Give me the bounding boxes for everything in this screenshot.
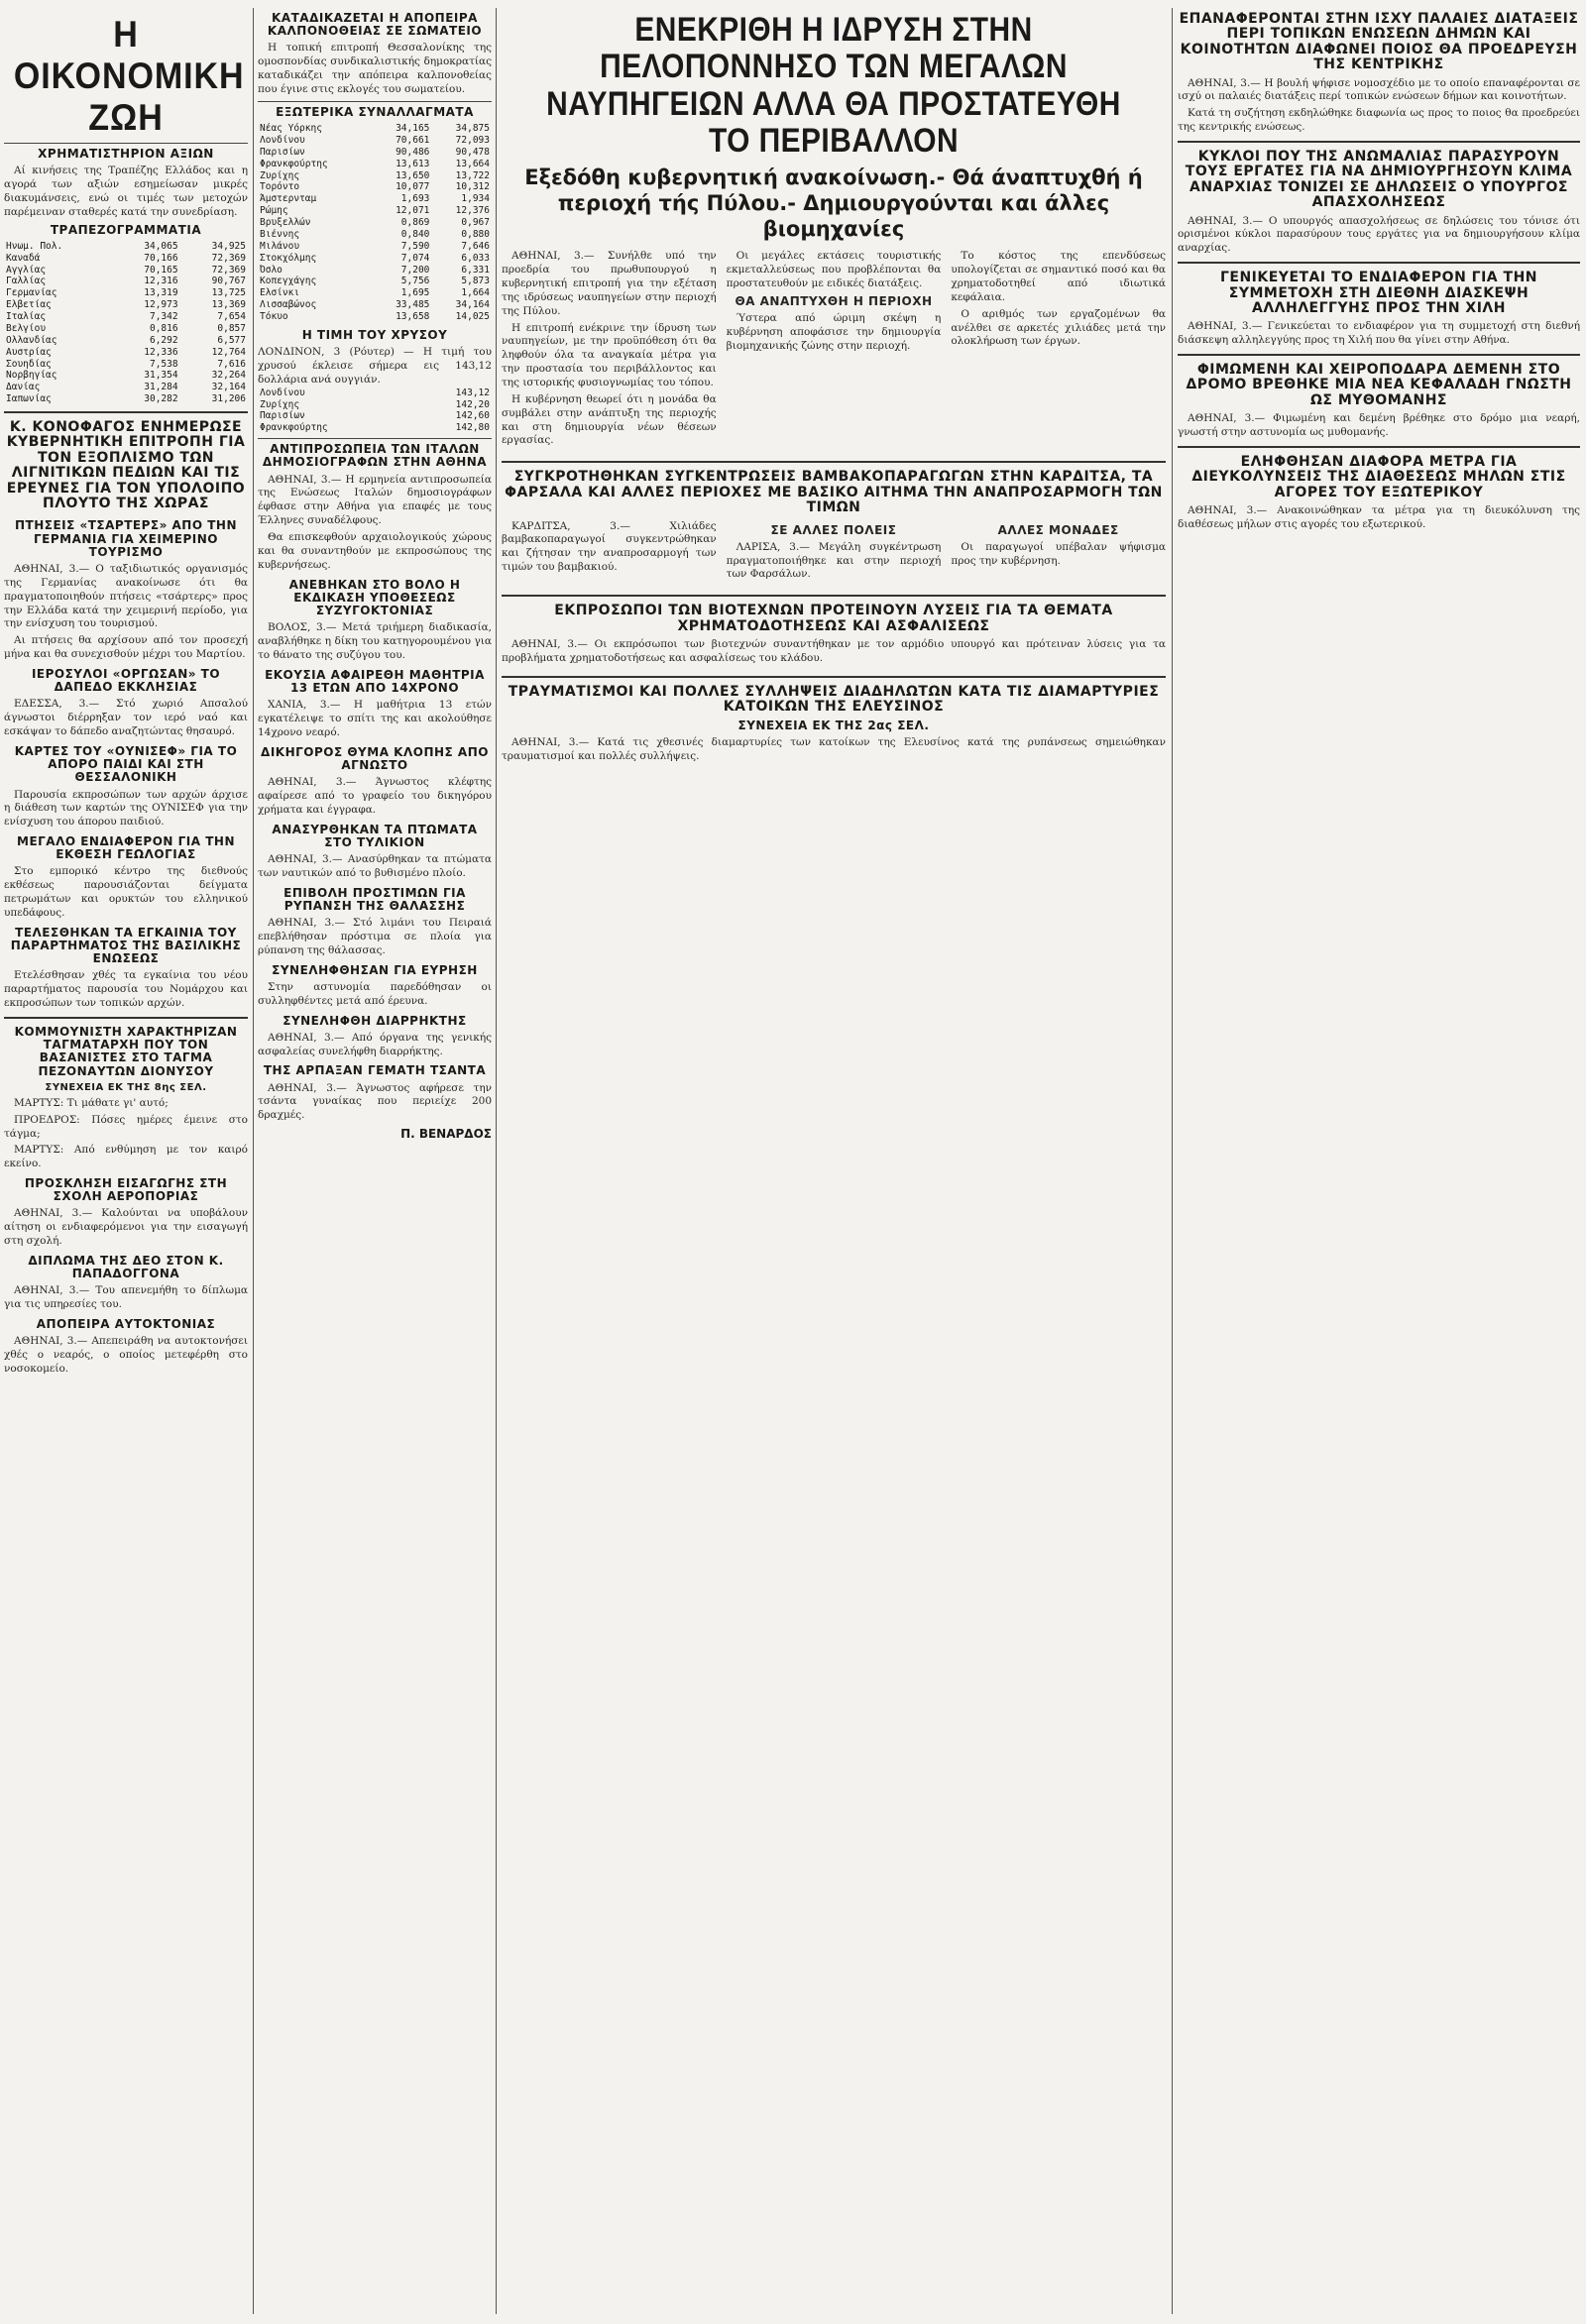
- gold-heading: Η ΤΙΜΗ ΤΟΥ ΧΡΥΣΟΥ: [301, 327, 448, 342]
- rate-value: 12,316: [144, 276, 178, 287]
- chile-article: [1178, 262, 1580, 348]
- bag-headline: ΤΗΣ ΑΡΠΑΞΑΝ ΓΕΜΑΤΗ ΤΣΑΝΤΑ: [263, 1063, 487, 1078]
- rate-value: 0,816: [149, 322, 178, 334]
- rate-value: 34,925: [211, 240, 246, 252]
- cotton-article: [502, 461, 1166, 585]
- anarchy-text: ΑΘΗΝΑΙ, 3.— Ο υπουργός απασχολήσεως σε δηλώσεις του τόνισε ότι ορισμένοι κύκλοι παρασύρουν τους εργάτες για να δημιουργήσουν κλίμα αναρχίας.: [1178, 214, 1580, 255]
- burglar-headline: ΣΥΝΕΛΗΦΘΗ ΔΙΑΡΡΗΚΤΗΣ: [283, 1013, 467, 1028]
- kalloni-text: Η τοπική επιτροπή Θεσσαλονίκης της ομοσπονδίας συνδικαλιστικής δημοκρατίας καταδικάζει την απόπειρα καλπονοθείας που έγινε στις εκλογές του σωματείου.: [258, 42, 492, 95]
- rate-row: [4, 347, 248, 359]
- rate-value: 1,934: [461, 193, 490, 205]
- rate-label: Γαλλίας: [6, 276, 47, 287]
- rate-value: 7,654: [217, 311, 246, 323]
- rate-label: Αυστρίας: [6, 346, 52, 358]
- kidnap-text: ΧΑΝΙΑ, 3.— Η μαθήτρια 13 ετών εγκατέλειψε το σπίτι της και ακολούθησε 14χρονο νεαρό.: [258, 699, 492, 738]
- rate-value: 143,12: [455, 387, 490, 398]
- apples-text: ΑΘΗΝΑΙ, 3.— Ανακοινώθηκαν τα μέτρα για τη διευκόλυνση της διαθέσεως μήλων στις αγορές του εξωτερικού.: [1178, 504, 1580, 530]
- unicef-text: Παρουσία εκπροσώπων των αρχών άρχισε η διάθεση των καρτών της ΟΥΝΙΣΕΦ για την ενίσχυση του άπορου παιδιού.: [4, 788, 248, 829]
- rate-row: [258, 159, 492, 170]
- rate-row: [4, 287, 248, 299]
- apples-article: [1178, 446, 1580, 532]
- rate-row: [4, 393, 248, 405]
- market-text: Αί κινήσεις της Τραπέζης Ελλάδος και η αγορά των αξιών εσημείωσαν μικρές διακυμάνσεις, ενώ οι τιμές των μετοχών παρέμειναν σταθερές κατά την συνεδρίαση.: [4, 165, 248, 218]
- diploma-headline: ΔΙΠΛΩΜΑ ΤΗΣ ΔΕΟ ΣΤΟΝ Κ. ΠΑΠΑΔΟΓΓΟΝΑ: [28, 1254, 224, 1281]
- suicide-text: ΑΘΗΝΑΙ, 3.— Απεπειράθη να αυτοκτονήσει χθές ο νεαρός, ο οποίος μετεφέρθη στο νοσοκομείο.: [4, 1335, 248, 1376]
- rate-label: Όσλο: [260, 264, 283, 276]
- elefsina-text: ΑΘΗΝΑΙ, 3.— Κατά τις χθεσινές διαμαρτυρίες των κατοίκων της Ελευσίνος κατά της ρυπάνσεως σημειώθηκαν τραυματισμοί και πολλές συλλήψεις.: [502, 735, 1166, 762]
- rate-value: 0,880: [461, 228, 490, 240]
- gagged-article: [1178, 354, 1580, 440]
- rate-row: [258, 193, 492, 205]
- rate-row: [4, 253, 248, 265]
- rate-row: [258, 276, 492, 287]
- inauguration-text: Ετελέσθησαν χθές τα εγκαίνια του νέου παραρτήματος παρουσία του Νομάρχου και εκπροσώπων των τοπικών αρχών.: [4, 969, 248, 1010]
- column-rule: [253, 8, 254, 2314]
- rate-row: [258, 399, 492, 411]
- rate-value: 142,60: [455, 410, 490, 422]
- rate-value: 12,336: [144, 346, 178, 358]
- industry-article: [502, 595, 1166, 666]
- rate-row: [4, 370, 248, 382]
- rate-value: 6,331: [461, 264, 490, 276]
- rate-value: 13,658: [396, 311, 430, 322]
- rate-label: Καναδά: [6, 252, 41, 264]
- rate-value: 7,538: [149, 358, 178, 370]
- rate-label: Μιλάνου: [260, 240, 300, 252]
- rate-value: 34,875: [455, 123, 490, 134]
- cotton-text-2: ΣΕ ΑΛΛΕΣ ΠΟΛΕΙΣ ΛΑΡΙΣΑ, 3.— Μεγάλη συγκέντρωση πραγματοποιήθηκε και στην περιοχή των Φαρσάλων.: [726, 522, 942, 581]
- rate-value: 31,354: [144, 370, 178, 382]
- rate-value: 14,025: [455, 311, 490, 322]
- rate-label: Σουηδίας: [6, 358, 52, 370]
- rate-label: Λονδίνου: [260, 387, 305, 398]
- rate-value: 12,376: [455, 205, 490, 217]
- geology-headline: ΜΕΓΑΛΟ ΕΝΔΙΑΦΕΡΟΝ ΓΙΑ ΤΗΝ ΕΚΘΕΣΗ ΓΕΩΛΟΓΙΑΣ: [17, 834, 235, 862]
- rate-value: 12,973: [144, 299, 178, 311]
- bank-notes-heading: ΤΡΑΠΕΖΟΓΡΑΜΜΑΤΙΑ: [50, 222, 202, 237]
- rate-value: 7,200: [400, 264, 430, 276]
- rate-value: 90,767: [211, 276, 246, 287]
- rate-value: 6,577: [217, 334, 246, 346]
- rate-label: Βρυξελλών: [260, 217, 311, 228]
- arrested-headline: ΣΥΝΕΛΗΦΘΗΣΑΝ ΓΙΑ ΕΥΡΗΣΗ: [272, 962, 478, 977]
- torture-article: [4, 1017, 248, 1093]
- kidnap-headline: ΕΚΟΥΣΙΑ ΑΦΑΙΡΕΘΗ ΜΑΘΗΤΡΙΑ 13 ΕΤΩΝ ΑΠΟ 14ΧΡΟΝΟ: [265, 667, 485, 695]
- market-heading: ΧΡΗΜΑΤΙΣΤΗΡΙΟΝ ΑΞΙΩΝ: [38, 147, 214, 161]
- theft-headline: ΔΙΚΗΓΟΡΟΣ ΘΥΜΑ ΚΛΟΠΗΣ ΑΠΟ ΑΓΝΩΣΤΟ: [261, 744, 489, 772]
- rate-row: [258, 422, 492, 434]
- rate-value: 5,756: [400, 276, 430, 287]
- rate-label: Ιταλίας: [6, 311, 47, 323]
- rate-row: [258, 181, 492, 193]
- rate-value: 0,857: [217, 322, 246, 334]
- rate-label: Ζυρίχης: [260, 169, 300, 181]
- economy-banner: Η ΟΙΚΟΝΟΜΙΚΗ ΖΩΗ: [13, 14, 245, 138]
- news-column-2: [258, 8, 492, 2314]
- rate-row: [258, 241, 492, 253]
- bank-notes-table: [4, 241, 248, 405]
- rate-row: [4, 323, 248, 335]
- rate-value: 70,166: [144, 252, 178, 264]
- main-text-3: Το κόστος της επενδύσεως υπολογίζεται σε σημαντικό ποσό και θα χρηματοδοτηθεί από ιδιωτικά κεφάλαια. Ο αριθμός των εργαζομένων θα ανέλθει σε αρκετές χιλιάδες μετά την ολοκλήρωση των έργων.: [951, 250, 1166, 348]
- theft-text: ΑΘΗΝΑΙ, 3.— Άγνωστος κλέφτης αφαίρεσε από το γραφείο του δικηγόρου χρήματα και έγγραφα.: [258, 776, 492, 816]
- main-headline: ΕΝΕΚΡΙΘΗ Η ΙΔΡΥΣΗ ΣΤΗΝ ΠΕΛΟΠΟΝΝΗΣΟ ΤΩΝ ΜΕΓΑΛΩΝ ΝΑΥΠΗΓΕΙΩΝ ΑΛΛΑ ΘΑ ΠΡΟΣΤΑΤΕΥΘΗ ΤΟ ΠΕΡΙΒΑΛΛΟΝ: [546, 11, 1121, 161]
- aviation-headline: ΠΡΟΣΚΛΗΣΗ ΕΙΣΑΓΩΓΗΣ ΣΤΗ ΣΧΟΛΗ ΑΕΡΟΠΟΡΙΑΣ: [24, 1176, 228, 1204]
- other-areas-heading: ΣΕ ΑΛΛΕΣ ΠΟΛΕΙΣ: [770, 522, 897, 537]
- volos-text: ΒΟΛΟΣ, 3.— Μετά τριήμερη διαδικασία, αναβλήθηκε η δίκη του κατηγορουμένου για το θάνατο της συζύγου του.: [258, 621, 492, 661]
- arrested-text: Στην αστυνομία παρεδόθησαν οι συλληφθέντες μετά από έρευνα.: [258, 980, 492, 1007]
- rate-value: 7,342: [149, 311, 178, 323]
- gagged-text: ΑΘΗΝΑΙ, 3.— Φιμωμένη και δεμένη βρέθηκε στο δρόμο μια νεαρή, γνωστή στην αστυνομία ως μυθομανής.: [1178, 412, 1580, 439]
- rate-value: 1,695: [400, 287, 430, 299]
- rate-label: Ολλανδίας: [6, 334, 57, 346]
- rate-label: Τόκυο: [260, 311, 288, 322]
- starter-text: ΑΘΗΝΑΙ, 3.— Ο ταξιδιωτικός οργανισμός της Γερμανίας ανακοίνωσε ότι θα πραγματοποιηθούν πτήσεις «τσάρτερς» προς την Ελλάδα κατά την χειμερινή περίοδο, για την ενίσχυση του τουρισμού. Αι πτήσεις θα αρχίσουν από τον προσεχή μήνα και θα συνεχισθούν μέχρι του Μαρτίου.: [4, 562, 248, 661]
- other-units-heading: ΑΛΛΕΣ ΜΟΝΑΔΕΣ: [997, 522, 1119, 537]
- economy-column: [4, 8, 248, 2314]
- bag-text: ΑΘΗΝΑΙ, 3.— Άγνωστος αφήρεσε την τσάντα γυναίκας που περιείχε 200 δραχμές.: [258, 1081, 492, 1122]
- rate-value: 70,165: [144, 264, 178, 276]
- industry-text: ΑΘΗΝΑΙ, 3.— Οι εκπρόσωποι των βιοτεχνών συναντήθηκαν με τον αρμόδιο υπουργό και πρότειναν λύσεις για τα προβλήματα χρηματοδοτήσεως και ασφαλίσεως του κλάδου.: [502, 638, 1166, 664]
- volos-headline: ΑΝΕΒΗΚΑΝ ΣΤΟ ΒΟΛΟ Η ΕΚΔΙΚΑΣΗ ΥΠΟΘΕΣΕΩΣ ΣΥΖΥΓΟΚΤΟΝΙΑΣ: [288, 577, 461, 617]
- anarchy-article: [1178, 141, 1580, 256]
- rate-label: Νέας Υόρκης: [260, 123, 322, 134]
- rate-row: [258, 205, 492, 217]
- main-text-2: Οι μεγάλες εκτάσεις τουριστικής εκμεταλλεύσεως που προβλέπονται θα προστατευθούν με ειδικές διατάξεις. ΘΑ ΑΝΑΠΤΥΧΘΗ Η ΠΕΡΙΟΧΗ Ύστερα από ώριμη σκέψη η κυβέρνηση αποφάσισε την δημιουργία βιομηχανικής ζώνης στην περιοχή.: [726, 250, 942, 352]
- rate-row: [258, 265, 492, 277]
- fx-table: [258, 123, 492, 323]
- rate-value: 72,093: [455, 134, 490, 146]
- rate-label: Ελσίνκι: [260, 287, 300, 299]
- rate-value: 0,840: [400, 228, 430, 240]
- rate-value: 5,873: [461, 276, 490, 287]
- rate-value: 142,20: [455, 398, 490, 410]
- pollution-text: ΑΘΗΝΑΙ, 3.— Στό λιμάνι του Πειραιά επεβλήθησαν πρόστιμα σε πλοία για ρύπανση της θάλασσας.: [258, 917, 492, 956]
- starter-headline: ΠΤΗΣΕΙΣ «ΤΣΑΡΤΕΡΣ» ΑΠΟ ΤΗΝ ΓΕΡΜΑΝΙΑ ΓΙΑ ΧΕΙΜΕΡΙΝΟ ΤΟΥΡΙΣΜΟ: [14, 518, 237, 559]
- suicide-headline: ΑΠΟΠΕΙΡΑ ΑΥΤΟΚΤΟΝΙΑΣ: [36, 1317, 216, 1332]
- main-story: [502, 8, 1166, 2314]
- rate-value: 72,369: [211, 252, 246, 264]
- church-headline: ΙΕΡΟΣΥΛΟΙ «ΟΡΓΩΣΑΝ» ΤΟ ΔΑΠΕΔΟ ΕΚΚΛΗΣΙΑΣ: [31, 666, 221, 695]
- rate-label: Ιαπωνίας: [6, 393, 52, 405]
- rate-value: 7,074: [400, 252, 430, 264]
- rate-value: 30,282: [144, 393, 178, 405]
- pollution-headline: ΕΠΙΒΟΛΗ ΠΡΟΣΤΙΜΩΝ ΓΙΑ ΡΥΠΑΝΣΗ ΤΗΣ ΘΑΛΑΣΣΗΣ: [283, 885, 466, 913]
- rate-row: [258, 287, 492, 299]
- rate-label: Αγγλίας: [6, 264, 47, 276]
- rate-value: 34,164: [455, 299, 490, 311]
- rate-value: 12,071: [396, 205, 430, 217]
- main-subheadline: Εξεδόθη κυβερνητική ανακοίνωση.- Θά άναπτυχθή ή περιοχή τής Πύλου.- Δημιουργούνται και άλλες βιομηχανίες: [524, 165, 1143, 242]
- rate-label: Παρισίων: [260, 146, 305, 158]
- rate-value: 31,284: [144, 382, 178, 393]
- rate-value: 33,485: [396, 299, 430, 311]
- rate-row: [258, 147, 492, 159]
- rate-row: [4, 382, 248, 393]
- rate-row: [4, 335, 248, 347]
- rate-label: Δανίας: [6, 382, 41, 393]
- rate-value: 1,693: [400, 193, 430, 205]
- italians-headline: ΑΝΤΙΠΡΟΣΩΠΕΙΑ ΤΩΝ ΙΤΑΛΩΝ ΔΗΜΟΣΙΟΓΡΑΦΩΝ ΣΤΗΝ ΑΘΗΝΑ: [262, 442, 488, 470]
- rate-value: 32,264: [211, 370, 246, 382]
- rate-value: 13,664: [455, 158, 490, 169]
- rate-label: Νορβηγίας: [6, 370, 57, 382]
- rate-value: 31,206: [211, 393, 246, 405]
- right-column: [1178, 8, 1580, 2314]
- rate-value: 10,312: [455, 181, 490, 193]
- rate-row: [258, 229, 492, 241]
- rate-row: [258, 410, 492, 422]
- rate-row: [258, 299, 492, 311]
- rate-value: 13,725: [211, 287, 246, 299]
- cotton-text-3: ΑΛΛΕΣ ΜΟΝΑΔΕΣ Οι παραγωγοί υπέβαλαν ψήφισμα προς την κυβέρνηση.: [951, 522, 1166, 567]
- rate-label: Βιέννης: [260, 228, 300, 240]
- rate-value: 90,478: [455, 146, 490, 158]
- rate-label: Ηνωμ. Πολ.: [6, 240, 63, 252]
- kanofagos-article: [4, 411, 248, 511]
- bodies-text: ΑΘΗΝΑΙ, 3.— Ανασύρθηκαν τα πτώματα των ναυτικών από το βυθισμένο πλοίο.: [258, 852, 492, 879]
- elefsina-article: [502, 676, 1166, 764]
- pylos-development-heading: ΘΑ ΑΝΑΠΤΥΧΘΗ Η ΠΕΡΙΟΧΗ: [735, 293, 933, 308]
- rate-row: [4, 311, 248, 323]
- rate-row: [258, 170, 492, 182]
- rate-value: 6,292: [149, 334, 178, 346]
- rate-value: 72,369: [211, 264, 246, 276]
- rate-label: Άμστερνταμ: [260, 193, 317, 205]
- unicef-headline: ΚΑΡΤΕΣ ΤΟΥ «ΟΥΝΙΣΕΦ» ΓΙΑ ΤΟ ΑΠΟΡΟ ΠΑΙΔΙ ΚΑΙ ΣΤΗ ΘΕΣΣΑΛΟΝΙΚΗ: [14, 743, 238, 785]
- rate-label: Παρισίων: [260, 410, 305, 422]
- rate-label: Βελγίου: [6, 322, 47, 334]
- torture-text: ΜΑΡΤΥΣ: Τι μάθατε γι' αυτό; ΠΡΟΕΔΡΟΣ: Πόσες ημέρες έμεινε στο τάγμα; ΜΑΡΤΥΣ: Από ενθύμηση με τον καιρό εκείνο.: [4, 1096, 248, 1170]
- column-rule: [1172, 8, 1173, 2314]
- rate-value: 13,650: [396, 169, 430, 181]
- rate-value: 34,065: [144, 240, 178, 252]
- italians-text: ΑΘΗΝΑΙ, 3.— Η ερμηνεία αντιπροσωπεία της Ενώσεως Ιταλών δημοσιογράφων έφθασε στην Αθήνα για επαφές με τους Έλληνες συναδέλφους. Θα επισκεφθούν αρχαιολογικούς χώρους και θα συναντηθούν με εκπροσώπους της κυβερνήσεως.: [258, 473, 492, 571]
- rate-label: Ζυρίχης: [260, 398, 300, 410]
- rate-row: [258, 123, 492, 135]
- gagged-headline: ΦΙΜΩΜΕΝΗ ΚΑΙ ΧΕΙΡΟΠΟΔΑΡΑ ΔΕΜΕΝΗ ΣΤΟ ΔΡΟΜΟ ΒΡΕΘΗΚΕ ΜΙΑ ΝΕΑ ΚΕΦΑΛΑΔΗ ΓΝΩΣΤΗ ΩΣ ΜΥΘΟΜΑΝΗΣ: [1186, 362, 1572, 408]
- gold-note: ΛΟΝΔΙΝΟΝ, 3 (Ρόυτερ) — Η τιμή του χρυσού έκλεισε σήμερα εις 143,12 δολλάρια ανά ουγγιάν.: [258, 346, 492, 386]
- cotton-headline: ΣΥΓΚΡΟΤΗΘΗΚΑΝ ΣΥΓΚΕΝΤΡΩΣΕΙΣ ΒΑΜΒΑΚΟΠΑΡΑΓΩΓΩΝ ΣΤΗΝ ΚΑΡΔΙΤΣΑ, ΤΑ ΦΑΡΣΑΛΑ ΚΑΙ ΑΛΛΕΣ ΠΕΡΙΟΧΕΣ ΜΕ ΒΑΣΙΚΟ ΑΙΤΗΜΑ ΤΗΝ ΑΝΑΠΡΟΣΑΡΜΟΓΗ ΤΩΝ ΤΙΜΩΝ: [505, 469, 1163, 516]
- rate-row: [258, 217, 492, 229]
- rate-row: [4, 359, 248, 371]
- column-rule: [496, 8, 497, 2314]
- geology-text: Στο εμπορικό κέντρο της διεθνούς εκθέσεως παρουσιάζονται δείγματα πετρωμάτων και ορυκτών του ελληνικού υπεδάφους.: [4, 865, 248, 920]
- rate-label: Λονδίνου: [260, 134, 305, 146]
- bodies-headline: ΑΝΑΣΥΡΘΗΚΑΝ ΤΑ ΠΤΩΜΑΤΑ ΣΤΟ ΤΥΛΙΚΙΟΝ: [272, 822, 478, 849]
- rate-row: [4, 276, 248, 287]
- fx-heading: ΕΞΩΤΕΡΙΚΑ ΣΥΝΑΛΛΑΓΜΑΤΑ: [276, 104, 474, 119]
- rate-label: Τορόντο: [260, 181, 300, 193]
- chile-text: ΑΘΗΝΑΙ, 3.— Γενικεύεται το ενδιαφέρον για τη συμμετοχή στη διεθνή διάσκεψη αλληλεγγύης προς τη Χιλή που θα γίνει στην Αθήνα.: [1178, 320, 1580, 347]
- kalloni-headline: ΚΑΤΑΔΙΚΑΖΕΤΑΙ Η ΑΠΟΠΕΙΡΑ ΚΑΛΠΟΝΟΘΕΙΑΣ ΣΕ ΣΩΜΑΤΕΙΟ: [267, 11, 483, 39]
- rate-value: 0,869: [400, 217, 430, 228]
- rate-row: [258, 311, 492, 323]
- rate-value: 12,764: [211, 346, 246, 358]
- anarchy-headline: ΚΥΚΛΟΙ ΠΟΥ ΤΗΣ ΑΝΩΜΑΛΙΑΣ ΠΑΡΑΣΥΡΟΥΝ ΤΟΥΣ ΕΡΓΑΤΕΣ ΓΙΑ ΝΑ ΔΗΜΙΟΥΡΓΗΣΟΥΝ ΚΛΙΜΑ ΑΝΑΡΧΙΑΣ ΤΟΝΙΖΕΙ ΣΕ ΔΗΛΩΣΕΙΣ Ο ΥΠΟΥΡΓΟΣ ΑΠΑΣΧΟΛΗΣΕΩΣ: [1185, 149, 1573, 211]
- rate-label: Φρανκφούρτης: [260, 422, 328, 434]
- rate-row: [258, 253, 492, 265]
- rate-value: 34,165: [396, 123, 430, 134]
- rate-value: 1,664: [461, 287, 490, 299]
- municipal-text: ΑΘΗΝΑΙ, 3.— Η βουλή ψήφισε νομοσχέδιο με το οποίο επαναφέρονται σε ισχύ οι παλαιές διατάξεις περί τοπικών ενώσεων δήμων και κοινοτήτων. Κατά τη συζήτηση εκδηλώθηκε διαφωνία ως προς το ποιος θα προεδρεύει της κεντρικής ενώσεως.: [1178, 76, 1580, 134]
- burglar-text: ΑΘΗΝΑΙ, 3.— Από όργανα της γενικής ασφαλείας συνελήφθη διαρρήκτης.: [258, 1031, 492, 1057]
- rate-value: 32,164: [211, 382, 246, 393]
- industry-headline: ΕΚΠΡΟΣΩΠΟΙ ΤΩΝ ΒΙΟΤΕΧΝΩΝ ΠΡΟΤΕΙΝΟΥΝ ΛΥΣΕΙΣ ΓΙΑ ΤΑ ΘΕΜΑΤΑ ΧΡΗΜΑΤΟΔΟΤΗΣΕΩΣ ΚΑΙ ΑΣΦΑΛΙΣΕΩΣ: [554, 603, 1113, 634]
- cotton-text-1: ΚΑΡΔΙΤΣΑ, 3.— Χιλιάδες βαμβακοπαραγωγοί συγκεντρώθηκαν και ζήτησαν την αναπροσαρμογή των τιμών του βαμβακιού.: [502, 519, 717, 574]
- rate-row: [258, 135, 492, 147]
- main-text-1: ΑΘΗΝΑΙ, 3.— Συνήλθε υπό την προεδρία του πρωθυπουργού η κυβερνητική επιτροπή για την εξέταση της ιδρύσεως ναυπηγείων στην περιοχή της Πύλου. Η επιτροπή ενέκρινε την ίδρυση των ναυπηγείων, με την προϋπόθεση ότι θα ληφθούν όλα τα αναγκαία μέτρα για την προστασία του περιβάλλοντος και της ιστορικής φυσιογνωμίας του τόπου. Η κυβέρνηση θεωρεί ότι η μονάδα θα συμβάλει στην ανάπτυξη της περιοχής και στη δημιουργία νέων θέσεων εργασίας.: [502, 250, 717, 447]
- diploma-text: ΑΘΗΝΑΙ, 3.— Του απενεμήθη το δίπλωμα για τις υπηρεσίες του.: [4, 1284, 248, 1311]
- rate-value: 13,613: [396, 158, 430, 169]
- aviation-text: ΑΘΗΝΑΙ, 3.— Καλούνται να υποβάλουν αίτηση οι ενδιαφερόμενοι για την εισαγωγή στη σχολή.: [4, 1207, 248, 1248]
- apples-headline: ΕΛΗΦΘΗΣΑΝ ΔΙΑΦΟΡΑ ΜΕΤΡΑ ΓΙΑ ΔΙΕΥΚΟΛΥΝΣΕΙΣ ΤΗΣ ΔΙΑΘΕΣΕΩΣ ΜΗΛΩΝ ΣΤΙΣ ΑΓΟΡΕΣ ΤΟΥ ΕΞΩΤΕΡΙΚΟΥ: [1191, 453, 1566, 500]
- kanofagos-headline: Κ. ΚΟΝΟΦΑΓΟΣ ΕΝΗΜΕΡΩΣΕ ΚΥΒΕΡΝΗΤΙΚΗ ΕΠΙΤΡΟΠΗ ΓΙΑ ΤΟΝ ΕΞΟΠΛΙΣΜΟ ΤΩΝ ΛΙΓΝΙΤΙΚΩΝ ΠΕΔΙΩΝ ΚΑΙ ΤΙΣ ΕΡΕΥΝΕΣ ΓΙΑ ΤΟΝ ΥΠΟΛΟΙΠΟ ΠΛΟΥΤΟ ΤΗΣ ΧΩΡΑΣ: [6, 419, 246, 512]
- elefsina-continued: ΣΥΝΕΧΕΙΑ ΕΚ ΤΗΣ 2ας ΣΕΛ.: [737, 718, 930, 732]
- chile-headline: ΓΕΝΙΚΕΥΕΤΑΙ ΤΟ ΕΝΔΙΑΦΕΡΟΝ ΓΙΑ ΤΗΝ ΣΥΜΜΕΤΟΧΗ ΣΤΗ ΔΙΕΘΝΗ ΔΙΑΣΚΕΨΗ ΑΛΛΗΛΕΓΓΥΗΣ ΠΡΟΣ ΤΗΝ ΧΙΛΗ: [1219, 270, 1537, 316]
- rate-label: Ρώμης: [260, 205, 288, 217]
- rate-value: 6,033: [461, 252, 490, 264]
- rate-value: 13,319: [144, 287, 178, 299]
- rate-label: Γερμανίας: [6, 287, 57, 299]
- torture-headline: ΚΟΜΜΟΥΝΙΣΤΗ ΧΑΡΑΚΤΗΡΙΖΑΝ ΤΑΓΜΑΤΑΡΧΗ ΠΟΥ ΤΟΝ ΒΑΣΑΝΙΣΤΕΣ ΣΤΟ ΤΑΓΜΑ ΠΕΖΟΝΑΥΤΩΝ ΔΙΟΝΥΣΟΥ: [14, 1025, 238, 1078]
- municipal-headline: ΕΠΑΝΑΦΕΡΟΝΤΑΙ ΣΤΗΝ ΙΣΧΥ ΠΑΛΑΙΕΣ ΔΙΑΤΑΞΕΙΣ ΠΕΡΙ ΤΟΠΙΚΩΝ ΕΝΩΣΕΩΝ ΔΗΜΩΝ ΚΑΙ ΚΟΙΝΟΤΗΤΩΝ ΔΙΑΦΩΝΕΙ ΠΟΙΟΣ ΘΑ ΠΡΟΕΔΡΕΥΣΗ ΤΗΣ ΚΕΝΤΡΙΚΗΣ: [1179, 11, 1579, 73]
- rate-row: [4, 241, 248, 253]
- rate-row: [4, 265, 248, 277]
- rate-row: [258, 387, 492, 399]
- rate-value: 7,616: [217, 358, 246, 370]
- rate-label: Στοκχόλμης: [260, 252, 317, 264]
- rate-value: 0,967: [461, 217, 490, 228]
- inauguration-headline: ΤΕΛΕΣΘΗΚΑΝ ΤΑ ΕΓΚΑΙΝΙΑ ΤΟΥ ΠΑΡΑΡΤΗΜΑΤΟΣ ΤΗΣ ΒΑΣΙΛΙΚΗΣ ΕΝΩΣΕΩΣ: [10, 925, 242, 966]
- elefsina-headline: ΤΡΑΥΜΑΤΙΣΜΟΙ ΚΑΙ ΠΟΛΛΕΣ ΣΥΛΛΗΨΕΙΣ ΔΙΑΔΗΛΩΤΩΝ ΚΑΤΑ ΤΙΣ ΔΙΑΜΑΡΤΥΡΙΕΣ ΚΑΤΟΙΚΩΝ ΤΗΣ ΕΛΕΥΣΙΝΟΣ: [508, 683, 1160, 716]
- gold-table: [258, 387, 492, 435]
- rate-value: 142,80: [455, 422, 490, 434]
- rate-row: [4, 299, 248, 311]
- rate-label: Κοπεγχάγης: [260, 276, 317, 287]
- rate-value: 13,722: [455, 169, 490, 181]
- rate-value: 7,590: [400, 240, 430, 252]
- rate-value: 13,369: [211, 299, 246, 311]
- church-text: ΕΔΕΣΣΑ, 3.— Στό χωριό Απσαλού άγνωστοι διέρρηξαν τον ιερό ναό και εσκάψαν το δάπεδο αναζητώντας θησαυρό.: [4, 698, 248, 738]
- rate-label: Λισσαβώνος: [260, 299, 317, 311]
- rate-label: Φρανκφούρτης: [260, 158, 328, 169]
- article-signature: Π. ΒΕΝΑΡΔΟΣ: [400, 1127, 492, 1142]
- rate-value: 7,646: [461, 240, 490, 252]
- rate-value: 70,661: [396, 134, 430, 146]
- rate-value: 90,486: [396, 146, 430, 158]
- rate-label: Ελβετίας: [6, 299, 52, 311]
- rate-value: 10,077: [396, 181, 430, 193]
- torture-continued: ΣΥΝΕΧΕΙΑ ΕΚ ΤΗΣ 8ης ΣΕΛ.: [45, 1081, 207, 1093]
